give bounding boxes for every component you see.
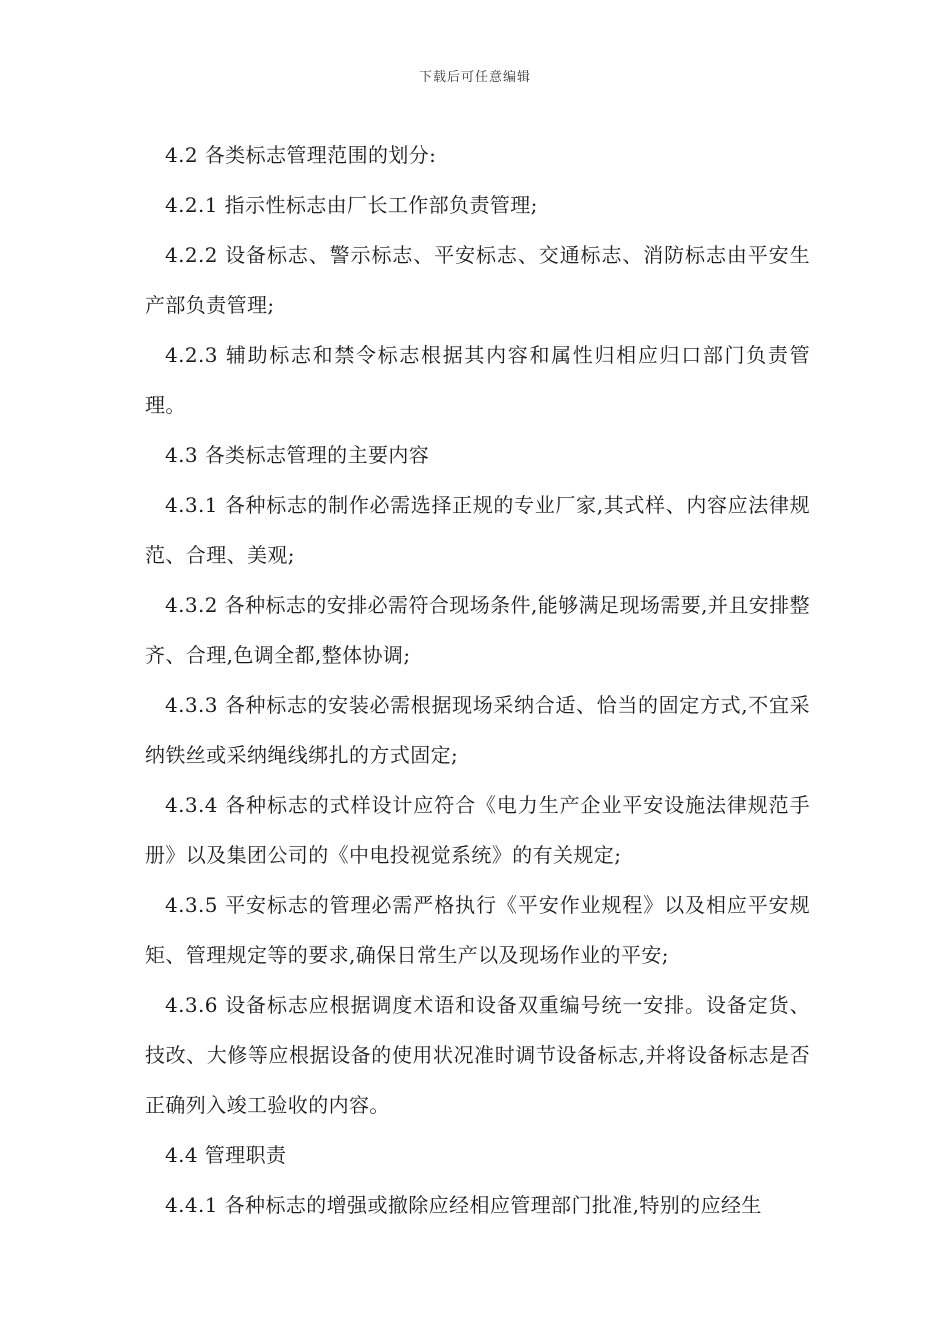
paragraph-4-2-3: 4.2.3 辅助标志和禁令标志根据其内容和属性归相应归口部门负责管理。 bbox=[145, 343, 810, 417]
paragraph-4-3-2: 4.3.2 各种标志的安排必需符合现场条件,能够满足现场需要,并且安排整齐、合理,色调全都,整体协调; bbox=[145, 593, 810, 667]
paragraph-4-2: 4.2 各类标志管理范围的划分: bbox=[165, 143, 437, 167]
paragraph-4-2-1: 4.2.1 指示性标志由厂长工作部负责管理; bbox=[165, 193, 538, 217]
paragraph-4-3: 4.3 各类标志管理的主要内容 bbox=[165, 443, 430, 467]
paragraph-4-3-1: 4.3.1 各种标志的制作必需选择正规的专业厂家,其式样、内容应法律规范、合理、美观; bbox=[145, 493, 810, 567]
paragraph-4-3-6: 4.3.6 设备标志应根据调度术语和设备双重编号统一安排。设备定货、技改、大修等应根据设备的使用状况准时调节设备标志,并将设备标志是否正确列入竣工验收的内容。 bbox=[145, 993, 810, 1117]
paragraph-4-3-5: 4.3.5 平安标志的管理必需严格执行《平安作业规程》以及相应平安规矩、管理规定等的要求,确保日常生产以及现场作业的平安; bbox=[145, 893, 810, 967]
paragraph-4-4: 4.4 管理职责 bbox=[165, 1143, 287, 1167]
paragraph-4-3-3: 4.3.3 各种标志的安装必需根据现场采纳合适、恰当的固定方式,不宜采纳铁丝或采纳绳线绑扎的方式固定; bbox=[145, 693, 810, 767]
paragraph-4-4-1: 4.4.1 各种标志的增强或撤除应经相应管理部门批准,特别的应经生 bbox=[165, 1193, 762, 1217]
paragraph-4-3-4: 4.3.4 各种标志的式样设计应符合《电力生产企业平安设施法律规范手册》以及集团公司的《中电投视觉系统》的有关规定; bbox=[145, 793, 810, 867]
document-body bbox=[145, 130, 810, 1230]
page-header: 下载后可任意编辑 bbox=[418, 70, 531, 85]
paragraph-4-2-2: 4.2.2 设备标志、警示标志、平安标志、交通标志、消防标志由平安生产部负责管理; bbox=[145, 243, 810, 317]
